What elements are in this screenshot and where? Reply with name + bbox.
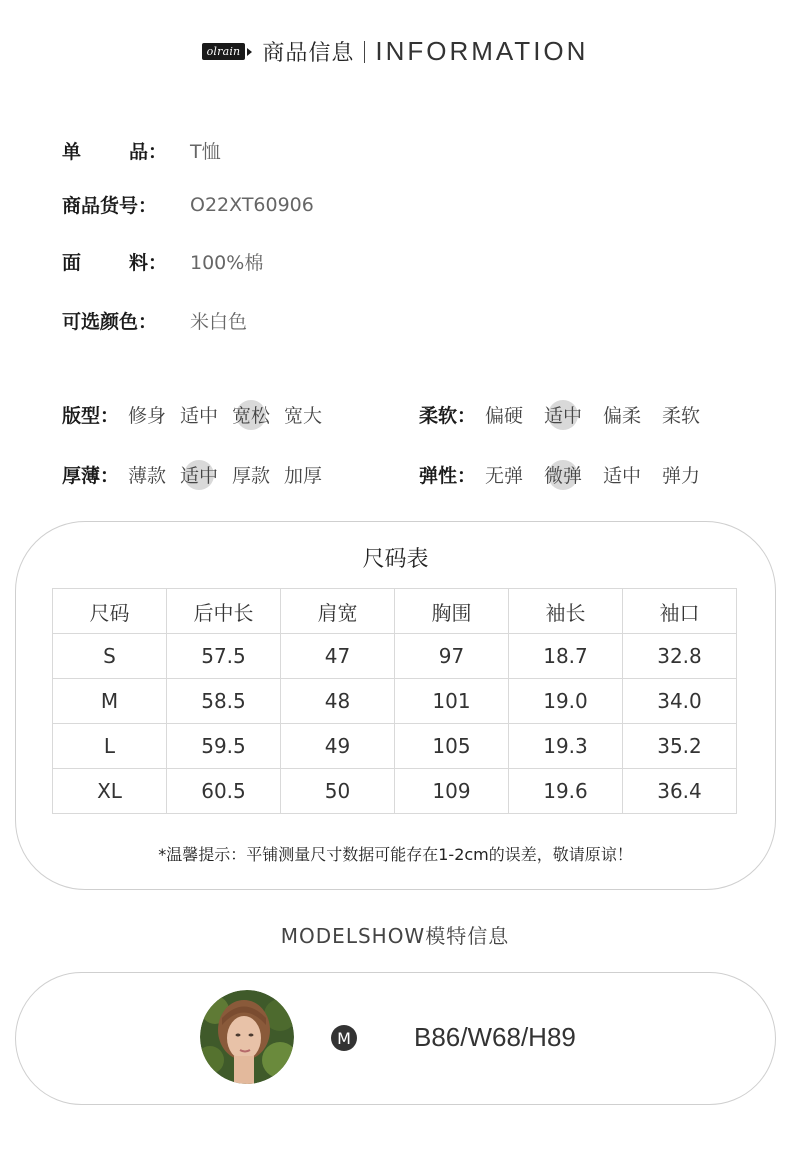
page-header xyxy=(0,36,790,67)
table-cell: L xyxy=(53,724,167,769)
attr-option: 修身 xyxy=(128,405,167,427)
attr-fit xyxy=(62,401,327,428)
attr-elasticity xyxy=(419,461,705,488)
spec-label xyxy=(62,137,190,164)
table-row xyxy=(53,769,737,814)
attr-option-selected: 适中 xyxy=(539,401,587,428)
table-cell: 59.5 xyxy=(167,724,281,769)
table-header-cell: 胸围 xyxy=(395,589,509,634)
table-cell: S xyxy=(53,634,167,679)
spec-label: 可选颜色： xyxy=(62,311,158,333)
table-cell: 19.0 xyxy=(509,679,623,724)
table-header-cell: 肩宽 xyxy=(281,589,395,634)
attr-label: 柔软： xyxy=(419,405,477,427)
spec-row-fabric xyxy=(62,248,263,275)
spec-row-sku xyxy=(62,191,314,218)
attr-label: 厚薄： xyxy=(62,465,120,487)
table-cell: 97 xyxy=(395,634,509,679)
table-cell: 109 xyxy=(395,769,509,814)
model-section-title: MODELSHOW模特信息 xyxy=(280,924,510,948)
header-title-en: INFORMATION xyxy=(375,36,589,66)
table-cell: 48 xyxy=(281,679,395,724)
spec-value: 100%棉 xyxy=(190,252,264,274)
table-cell: 101 xyxy=(395,679,509,724)
table-cell: 57.5 xyxy=(167,634,281,679)
table-cell: 18.7 xyxy=(509,634,623,679)
attr-option: 柔软 xyxy=(662,405,701,427)
attr-option: 偏硬 xyxy=(485,405,524,427)
table-cell: 105 xyxy=(395,724,509,769)
brand-logo xyxy=(202,43,253,60)
logo-arrow-icon xyxy=(247,48,252,56)
table-cell: 19.6 xyxy=(509,769,623,814)
attr-option: 适中 xyxy=(180,405,219,427)
table-header-cell: 后中长 xyxy=(167,589,281,634)
table-cell: 50 xyxy=(281,769,395,814)
spec-value: 米白色 xyxy=(190,311,248,333)
model-photo xyxy=(200,990,294,1084)
table-cell: 47 xyxy=(281,634,395,679)
table-cell: 34.0 xyxy=(623,679,737,724)
header-divider xyxy=(364,41,365,63)
table-row xyxy=(53,634,737,679)
table-row xyxy=(53,679,737,724)
attr-label: 弹性： xyxy=(419,465,477,487)
spec-label-part: 面 xyxy=(62,252,82,274)
table-cell: 58.5 xyxy=(167,679,281,724)
spec-value: T恤 xyxy=(190,141,221,163)
attr-label: 版型： xyxy=(62,405,120,427)
table-row xyxy=(53,724,737,769)
logo-text: olrain xyxy=(202,43,246,60)
attr-option: 加厚 xyxy=(284,465,323,487)
attr-option: 无弹 xyxy=(485,465,524,487)
table-header-cell: 袖长 xyxy=(509,589,623,634)
attr-option: 宽大 xyxy=(284,405,323,427)
spec-label-part: 单 xyxy=(62,141,82,163)
spec-value: O22XT60906 xyxy=(190,193,314,216)
attr-option-selected: 微弹 xyxy=(539,461,587,488)
attr-option: 偏柔 xyxy=(603,405,642,427)
table-cell: 19.3 xyxy=(509,724,623,769)
table-cell: 49 xyxy=(281,724,395,769)
model-size-badge: M xyxy=(331,1025,357,1051)
size-chart-panel xyxy=(15,521,776,890)
spec-row-color xyxy=(62,307,247,334)
model-measurements: B86/W68/H89 xyxy=(414,1022,576,1052)
attr-option: 薄款 xyxy=(128,465,167,487)
spec-row-item xyxy=(62,137,221,164)
attr-softness xyxy=(419,401,705,428)
attr-option: 厚款 xyxy=(232,465,271,487)
spec-label-part: 料： xyxy=(129,252,168,274)
attr-option: 适中 xyxy=(603,465,642,487)
table-cell: 36.4 xyxy=(623,769,737,814)
table-cell: 32.8 xyxy=(623,634,737,679)
table-header-cell: 尺码 xyxy=(53,589,167,634)
model-avatar xyxy=(200,990,294,1084)
table-header-row xyxy=(53,589,737,634)
table-cell: XL xyxy=(53,769,167,814)
model-panel xyxy=(15,972,776,1105)
attr-option-selected: 适中 xyxy=(175,461,223,488)
header-title-cn: 商品信息 xyxy=(262,41,355,66)
spec-label-part: 品： xyxy=(129,141,168,163)
spec-label: 商品货号： xyxy=(62,195,158,217)
table-cell: 35.2 xyxy=(623,724,737,769)
table-cell: M xyxy=(53,679,167,724)
size-chart-title: 尺码表 xyxy=(362,547,429,572)
size-table xyxy=(52,588,737,814)
table-header-cell: 袖口 xyxy=(623,589,737,634)
table-cell: 60.5 xyxy=(167,769,281,814)
attr-option: 弹力 xyxy=(662,465,701,487)
spec-label xyxy=(62,248,190,275)
measurement-tip: *温馨提示：平铺测量尺寸数据可能存在1-2cm的误差，敬请原谅！ xyxy=(158,845,633,864)
attr-thickness xyxy=(62,461,327,488)
attr-option-selected: 宽松 xyxy=(227,401,275,428)
